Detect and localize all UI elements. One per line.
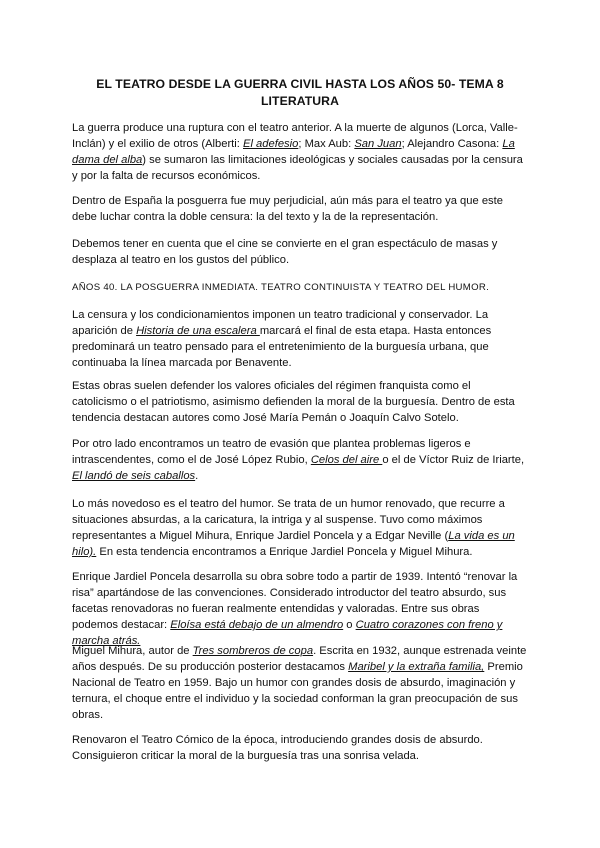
work-title-historia-de-una-escalera: Historia de una escalera xyxy=(136,325,260,337)
work-title-el-lando-de-seis-caballos: El landó de seis caballos xyxy=(72,470,196,482)
paragraph-8 xyxy=(72,569,527,649)
p7-text-a: Lo más novedoso es el teatro del humor. Se trata de un humor renovado, que recurre a situaciones absurdas, a la caricatura, la intriga y al suspense. Tuvo como máximos representantes a Miguel Mihura, Enrique Jardiel Poncela y a Edgar Neville ( xyxy=(72,498,505,542)
work-title-celos-del-aire: Celos del aire xyxy=(310,454,383,466)
p6-text-a: Por otro lado encontramos un teatro de evasión que plantea problemas ligeros e intrascendentes, como el de José López Rubio, xyxy=(72,438,471,466)
p1-text-a: La guerra produce una ruptura con el teatro anterior. A la muerte de algunos (Lorca, Valle-Inclán) y el exilio de otros (Alberti: xyxy=(72,122,518,150)
document-title xyxy=(60,76,540,110)
p4-text-b: marcará el final de esta etapa. Hasta entonces predominará un teatro pensado para el entretenimiento de la burguesía urbana, que continuaba la línea marcada por Benavente. xyxy=(72,325,492,369)
p1-text-d: ) se sumaron las limitaciones ideológicas y sociales causadas por la censura y por la falta de recursos económicos. xyxy=(72,154,523,182)
work-title-maribel-y-la-extrana-familia: Maribel y la extraña familia, xyxy=(348,661,485,673)
paragraph-5: Estas obras suelen defender los valores oficiales del régimen franquista como el catolicismo o el patriotismo, asimismo defienden la moral de la burguesía. Dentro de esta tendencia destacan autores como José María Pemán o Joaquín Calvo Sotelo. xyxy=(72,380,515,424)
p6-text-c: . xyxy=(195,470,199,482)
p4-text-a: La censura y los condicionamientos imponen un teatro tradicional y conservador. La aparición de xyxy=(72,309,489,337)
p8-text-a: Enrique Jardiel Poncela desarrolla su obra sobre todo a partir de 1939. Intentó “renovar la risa” apartándose de las convenciones. Considerado introductor del teatro absurdo, sus facetas renovadoras no fueran realmente entendidas y valoradas. Entre sus obras podemos destacar: xyxy=(72,571,518,631)
p9-text-a: Miguel Mihura, autor de xyxy=(72,645,193,657)
paragraph-9 xyxy=(72,643,527,723)
p9-text-c: Premio Nacional de Teatro en 1959. Bajo un humor con grandes dosis de absurdo, imaginación y ternura, el choque entre el individuo y la sociedad conforman la gran preocupación de sus obras. xyxy=(72,661,523,721)
work-title-cuatro-corazones: Cuatro corazones con freno y marcha atrás. xyxy=(72,619,503,647)
p9-text-b: . Escrita en 1932, aunque estrenada veinte años después. De su producción posterior destacamos xyxy=(72,645,527,673)
title-line-2: LITERATURA xyxy=(261,94,339,108)
work-title-eloisa-esta-debajo-de-un-almendro: Eloísa está debajo de un almendro xyxy=(170,619,344,631)
work-title-san-juan: San Juan xyxy=(354,138,402,150)
p1-text-b: ; Max Aub: xyxy=(298,138,355,150)
paragraph-2: Dentro de España la posguerra fue muy perjudicial, aún más para el teatro ya que este debe luchar contra la doble censura: la del texto y la de la representación. xyxy=(72,195,503,223)
p6-text-b: o el de Víctor Ruiz de Iriarte, xyxy=(382,454,525,466)
paragraph-10: Renovaron el Teatro Cómico de la época, introduciendo grandes dosis de absurdo. Consiguieron criticar la moral de la burguesía tras una sonrisa velada. xyxy=(72,734,483,762)
p8-text-b: o xyxy=(343,619,356,631)
paragraph-6 xyxy=(72,436,527,484)
paragraph-4 xyxy=(72,307,527,371)
work-title-la-dama-del-alba: La dama del alba xyxy=(72,138,515,166)
title-line-1: EL TEATRO DESDE LA GUERRA CIVIL HASTA LOS AÑOS 50- TEMA 8 xyxy=(96,77,504,91)
work-title-tres-sombreros-de-copa: Tres sombreros de copa xyxy=(192,645,314,657)
p1-text-c: ; Alejandro Casona: xyxy=(401,138,503,150)
p7-text-b: En esta tendencia encontramos a Enrique Jardiel Poncela y Miguel Mihura. xyxy=(96,546,473,558)
paragraph-7 xyxy=(72,496,527,560)
work-title-el-adefesio: El adefesio xyxy=(243,138,299,150)
paragraph-1 xyxy=(72,120,527,184)
work-title-la-vida-es-un-hilo: La vida es un hilo). xyxy=(72,530,515,558)
section-heading: AÑOS 40. LA POSGUERRA INMEDIATA. TEATRO CONTINUISTA Y TEATRO DEL HUMOR. xyxy=(72,282,490,293)
paragraph-3: Debemos tener en cuenta que el cine se convierte en el gran espectáculo de masas y desplaza al teatro en los gustos del público. xyxy=(72,238,498,266)
